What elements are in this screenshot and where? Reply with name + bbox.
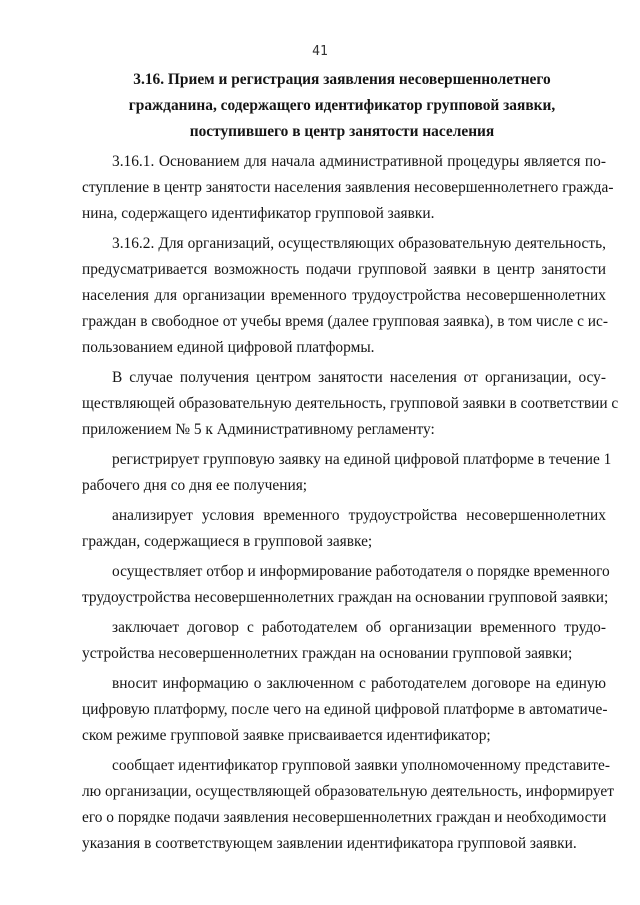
list-item-analyzes [82,503,606,555]
paragraph-group-request [82,365,619,443]
text-line: лю организации, осуществляющей образовательную деятельность, информирует [82,783,614,800]
heading-line: 3.16. Прием и регистрация заявления несовершеннолетнего [133,71,551,88]
list-item-selects [82,559,610,611]
text-line: ском режиме групповой заявке присваивается идентификатор; [82,727,491,744]
paragraph-3-16-2 [82,231,606,361]
list-item-enters-info [82,671,606,749]
list-item-concludes [82,615,606,667]
text-line: В случае получения центром занятости населения от организации, осу- [112,369,606,386]
text-line: граждан, содержащиеся в групповой заявке; [82,533,373,550]
text-line: 3.16.2. Для организаций, осуществляющих образовательную деятельность, [112,235,606,252]
text-line: заключает договор с работодателем об организации временного трудо- [112,619,606,636]
text-line: пользованием единой цифровой платформы. [82,339,375,356]
text-line: вносит информацию о заключенном с работодателем договоре на единую [112,675,606,692]
text-line: трудоустройства несовершеннолетних граждан на основании групповой заявки; [82,589,609,606]
text-line: 3.16.1. Основанием для начала административной процедуры является по- [112,153,606,170]
text-line: ступление в центр занятости населения заявления несовершеннолетнего гражда- [82,179,614,196]
text-line: предусматривается возможность подачи групповой заявки в центр занятости [82,261,606,278]
body-text [82,149,619,857]
text-line: его о порядке подачи заявления несовершеннолетних граждан и необходимости [82,809,607,826]
heading-line: поступившего в центр занятости населения [189,123,495,140]
page-number: 41 [312,44,328,59]
text-line: сообщает идентификатор групповой заявки уполномоченному представите- [112,757,610,774]
text-line: осуществляет отбор и информирование работодателя о порядке временного [112,563,610,580]
text-line: граждан в свободное от учебы время (далее групповая заявка), в том числе с ис- [82,313,608,330]
text-line: регистрирует групповую заявку на единой цифровой платформе в течение 1 [112,451,612,468]
text-line: населения для организации временного трудоустройства несовершеннолетних [82,287,606,304]
text-line: анализирует условия временного трудоустройства несовершеннолетних [112,507,606,524]
list-item-registers [82,447,612,499]
list-item-reports-id [82,753,614,857]
text-line: цифровую платформу, после чего на единой цифровой платформе в автоматиче- [82,701,608,718]
text-line: приложением № 5 к Административному регламенту: [82,421,435,438]
section-heading [96,67,588,145]
heading-line: гражданина, содержащего идентификатор групповой заявки, [128,97,556,114]
paragraph-3-16-1 [82,149,614,227]
text-line: устройства несовершеннолетних граждан на основании групповой заявки; [82,645,573,662]
text-line: нина, содержащего идентификатор групповой заявки. [82,205,435,222]
text-line: указания в соответствующем заявлении идентификатора групповой заявки. [82,835,577,852]
text-line: ществляющей образовательную деятельность, групповой заявки в соответствии с [82,395,619,412]
text-line: рабочего дня со дня ее получения; [82,477,308,494]
